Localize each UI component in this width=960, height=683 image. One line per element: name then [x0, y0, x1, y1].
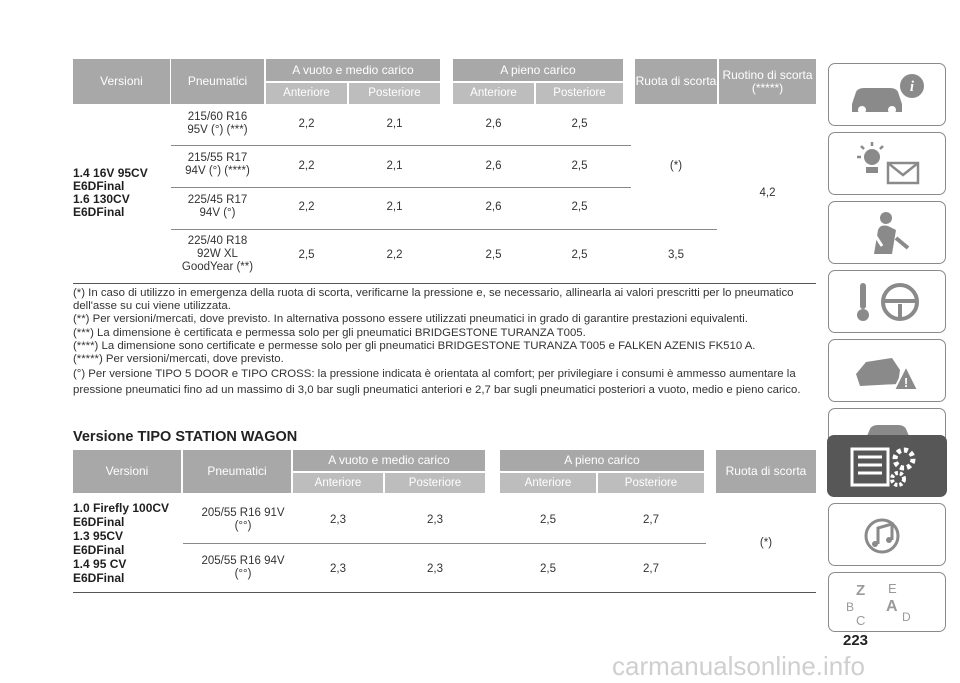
index-letter: A: [886, 598, 898, 615]
tab-multimedia[interactable]: [828, 503, 946, 566]
header-vuoto-posteriore: Posteriore: [349, 83, 440, 104]
value-vuoto-ant: 2,2: [298, 118, 315, 130]
tire-spec: (°°): [234, 568, 252, 580]
table-row: [171, 152, 264, 178]
value-ruota: (*): [759, 537, 773, 549]
header-ruota: Ruota di scorta: [716, 450, 816, 493]
index-letter: C: [856, 613, 866, 627]
header-versioni: Versioni: [73, 450, 181, 493]
value-ruota-last: 3,5: [668, 249, 684, 261]
value-pieno-post: 2,5: [571, 249, 588, 261]
header-pieno: A pieno carico: [500, 450, 704, 471]
value-pieno-post: 2,7: [643, 563, 659, 575]
footnote: (*) In caso di utilizzo in emergenza della ruota di scorta, verificarne la pressione e, se necessario, allinearla ai valori prescritti per lo pneumatico dell'asse su cui viene utilizzata.: [73, 287, 794, 313]
header-vuoto-anteriore: Anteriore: [293, 473, 383, 493]
value-pieno-post: 2,5: [571, 160, 588, 172]
safety-icon: [842, 208, 932, 258]
emergency-icon: [842, 346, 932, 396]
value-vuoto-ant: 2,3: [330, 563, 346, 575]
value-vuoto-ant: 2,3: [330, 514, 346, 526]
value-pieno-ant: 2,6: [485, 160, 502, 172]
value-vuoto-post: 2,2: [386, 249, 403, 261]
car-info-icon: [842, 70, 932, 120]
tire-spec: 92W XL: [197, 248, 238, 260]
tire-size: 225/40 R18: [187, 235, 248, 247]
value-vuoto-ant: 2,2: [298, 201, 315, 213]
header-vuoto-posteriore: Posteriore: [385, 473, 485, 493]
header-ruota: Ruota di scorta: [635, 59, 717, 104]
header-pneumatici: Pneumatici: [171, 59, 264, 104]
tire-brand: GoodYear (**): [181, 261, 254, 273]
value-vuoto-post: 2,3: [427, 514, 443, 526]
header-vuoto: A vuoto e medio carico: [266, 59, 440, 81]
tire-spec: 94V (°) (****): [185, 165, 250, 177]
version-line: 1.0 Firefly 100CV: [73, 501, 170, 515]
version-line: 1.4 16V 95CV: [73, 166, 148, 180]
value-vuoto-ant: 2,2: [298, 160, 315, 172]
footnotes: [73, 287, 818, 398]
header-pieno-anteriore: Anteriore: [500, 473, 596, 493]
version-line: 1.4 95 CV: [73, 557, 127, 571]
header-pieno-anteriore: Anteriore: [453, 83, 534, 104]
footnote: (**) Per versioni/mercati, dove previsto. In alternativa possono essere utilizzati pneumatici in grado di garantire prestazioni equivalenti.: [73, 313, 748, 326]
version-line: E6DFinal: [73, 515, 125, 529]
technical-data-icon: [842, 441, 932, 491]
tab-starting-driving[interactable]: [828, 270, 946, 333]
header-pieno-posteriore: Posteriore: [598, 473, 704, 493]
section-title: Versione TIPO STATION WAGON: [73, 429, 298, 445]
footnote: (°) Per versione TIPO 5 DOOR e TIPO CROSS: la pressione indicata è orientata al comfort; per privilegiare i consumi è ammesso aumentare la pressione pneumatici fino ad un massimo di 3,0 bar sugli pneumatici anteriori e 2,7 bar sugli pneumatici posteriori a vuoto, medio e pieno carico.: [73, 368, 801, 397]
watermark: carmanualsonline.info: [612, 651, 865, 681]
tab-safety[interactable]: [828, 201, 946, 264]
header-vuoto: A vuoto e medio carico: [293, 450, 485, 471]
header-pieno-posteriore: Posteriore: [536, 83, 623, 104]
header-ruotino: Ruotino di scorta (*****): [719, 59, 816, 104]
value-vuoto-post: 2,1: [386, 118, 403, 130]
index-letter: D: [902, 610, 911, 624]
table-row: [171, 235, 264, 274]
tire-size: 205/55 R16 91V: [201, 507, 285, 519]
tire-size: 205/55 R16 94V: [201, 555, 285, 567]
value-pieno-ant: 2,5: [485, 249, 502, 261]
tire-size: 215/55 R17: [187, 152, 248, 164]
value-ruota-merged: (*): [669, 160, 683, 172]
footnote: (****) La dimensione sono certificate e permesse solo per gli pneumatici BRIDGESTONE TURANZA T005 e FALKEN AZENIS FK510 A.: [73, 339, 756, 352]
table-row: [183, 507, 303, 533]
value-pieno-post: 2,5: [571, 118, 588, 130]
tire-size: 215/60 R16: [187, 111, 248, 123]
starting-driving-icon: [842, 277, 932, 327]
table-row: [183, 555, 303, 581]
tab-emergency[interactable]: [828, 339, 946, 402]
table2-versions: [73, 501, 183, 585]
version-line: E6DFinal: [73, 543, 125, 557]
table-row: [171, 111, 264, 137]
header-versioni: Versioni: [73, 59, 170, 104]
value-vuoto-ant: 2,5: [298, 249, 315, 261]
version-line: 1.6 130CV: [73, 192, 130, 206]
index-icon: [842, 577, 932, 627]
table1-versions: [73, 167, 170, 219]
tire-spec: (°°): [234, 520, 252, 532]
footnote: (***) La dimensione è certificata e permessa solo per gli pneumatici BRIDGESTONE TURANZA T005.: [73, 326, 586, 339]
tire-spec: 95V (°) (***): [187, 124, 248, 136]
value-vuoto-post: 2,1: [386, 201, 403, 213]
version-line: E6DFinal: [73, 571, 125, 585]
value-pieno-post: 2,7: [643, 514, 659, 526]
page-number: 223: [843, 632, 869, 649]
value-vuoto-post: 2,3: [427, 563, 443, 575]
multimedia-icon: [842, 510, 932, 560]
tab-index[interactable]: [828, 572, 946, 632]
index-letter: Z: [856, 582, 866, 599]
value-pieno-ant: 2,5: [540, 514, 556, 526]
svg-text:i: i: [909, 78, 915, 95]
value-pieno-ant: 2,6: [485, 201, 502, 213]
index-letter: B: [846, 600, 855, 614]
tire-size: 225/45 R17: [187, 194, 248, 206]
tab-technical-data[interactable]: [827, 435, 947, 497]
value-pieno-ant: 2,5: [540, 563, 556, 575]
tab-warning-lights[interactable]: [828, 132, 946, 195]
index-letter: E: [888, 581, 897, 596]
tire-spec: 94V (°): [199, 207, 236, 219]
warning-lights-icon: [842, 139, 932, 189]
table-row: [171, 194, 264, 220]
version-line: E6DFinal: [73, 179, 125, 193]
value-pieno-post: 2,5: [571, 201, 588, 213]
footnote: (*****) Per versioni/mercati, dove previsto.: [73, 353, 284, 366]
version-line: E6DFinal: [73, 205, 125, 219]
header-pieno: A pieno carico: [453, 59, 623, 81]
value-pieno-ant: 2,6: [485, 118, 502, 130]
svg-text:!: !: [903, 374, 909, 390]
header-vuoto-anteriore: Anteriore: [266, 83, 347, 104]
header-pneumatici: Pneumatici: [183, 450, 291, 493]
value-ruotino: 4,2: [759, 187, 776, 199]
tab-car-info[interactable]: [828, 63, 946, 126]
value-vuoto-post: 2,1: [386, 160, 403, 172]
version-line: 1.3 95CV: [73, 529, 124, 543]
